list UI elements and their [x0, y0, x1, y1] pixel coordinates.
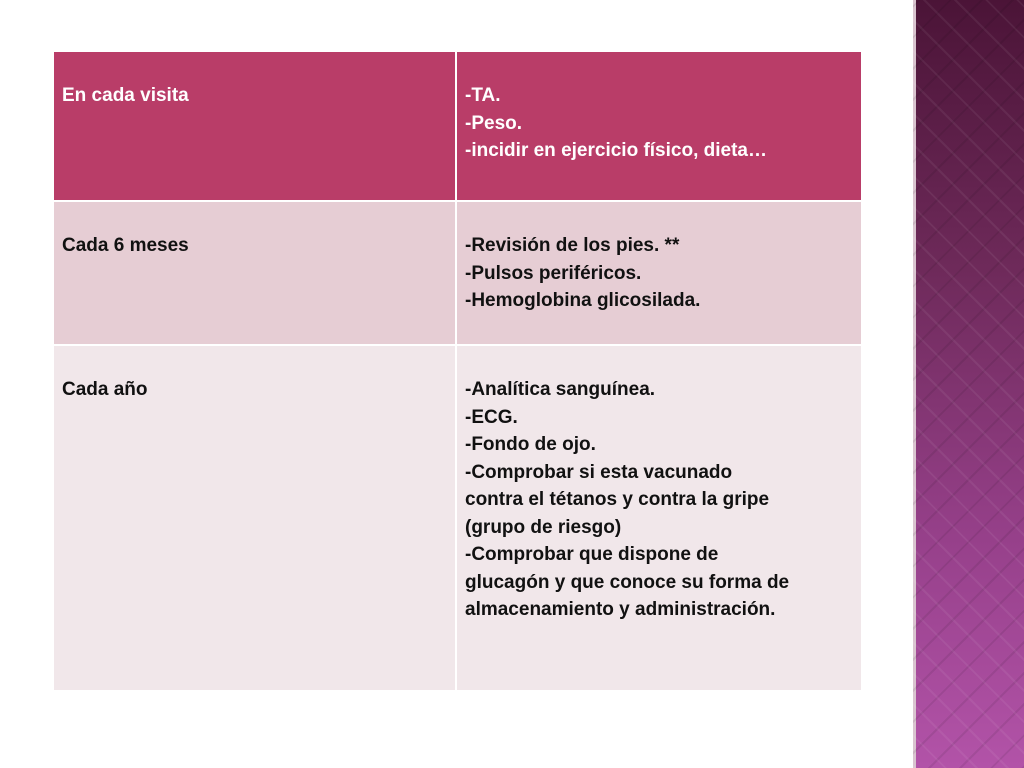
row-items: [456, 201, 862, 345]
list-item: -Fondo de ojo.: [465, 434, 596, 455]
list-item: -Hemoglobina glicosilada.: [465, 290, 701, 311]
list-item: glucagón y que conoce su forma de: [465, 571, 790, 593]
list-item: -TA.: [465, 85, 501, 106]
row-items: [456, 345, 862, 691]
list-item: -Analítica sanguínea.: [465, 379, 656, 400]
list-item: -Peso.: [465, 112, 523, 134]
row-label: Cada 6 meses: [53, 201, 456, 345]
table-row-every-year: [53, 345, 862, 691]
table-row-each-visit: [53, 51, 862, 201]
row-items: [456, 51, 862, 201]
list-item: -Comprobar que dispone de: [465, 544, 719, 565]
list-item: -Comprobar si esta vacunado: [465, 461, 733, 483]
list-item: almacenamiento y administración.: [465, 599, 776, 620]
follow-up-schedule-table: [52, 50, 863, 692]
row-label: Cada año: [53, 345, 456, 691]
row-label: En cada visita: [53, 51, 456, 201]
list-item: -Pulsos periféricos.: [465, 262, 642, 284]
decorative-side-band: [913, 0, 1024, 768]
list-item: -incidir en ejercicio físico, dieta…: [465, 140, 767, 161]
list-item: contra el tétanos y contra la gripe: [465, 489, 770, 510]
list-item: -Revisión de los pies. **: [465, 235, 680, 256]
table-row-every-6-months: [53, 201, 862, 345]
list-item: (grupo de riesgo): [465, 516, 622, 538]
list-item: -ECG.: [465, 406, 518, 428]
